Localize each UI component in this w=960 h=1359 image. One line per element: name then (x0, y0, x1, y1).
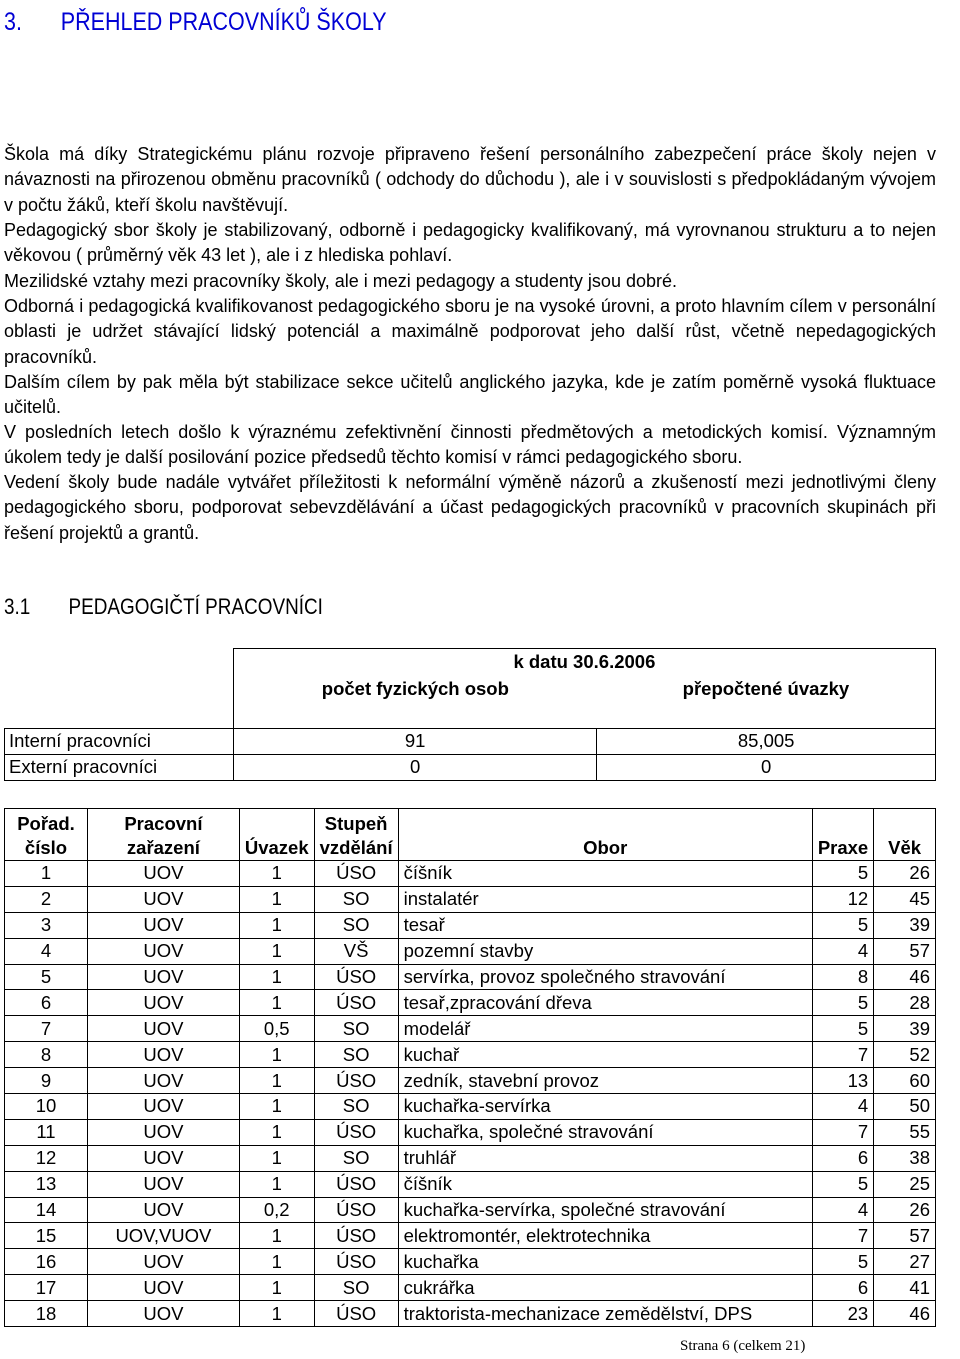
cell-age: 52 (874, 1042, 936, 1068)
summary-spacer (597, 703, 936, 729)
staff-table (4, 808, 936, 1327)
header-education-line1: Stupeň (324, 813, 388, 834)
summary-row-fte: 0 (597, 754, 936, 780)
cell-age: 39 (874, 1016, 936, 1042)
cell-load: 0,5 (239, 1016, 314, 1042)
header-position-line2: zařazení (126, 837, 200, 858)
table-row (5, 990, 936, 1016)
cell-position: UOV (87, 1016, 239, 1042)
cell-field: elektromontér, elektrotechnika (398, 1223, 812, 1249)
cell-practice: 5 (812, 912, 873, 938)
cell-age: 27 (874, 1249, 936, 1275)
table-row (5, 1171, 936, 1197)
summary-date-label: k datu 30.6.2006 (233, 649, 935, 675)
cell-position: UOV (87, 912, 239, 938)
cell-position: UOV (87, 1249, 239, 1275)
cell-age: 46 (874, 964, 936, 990)
cell-load: 1 (239, 1249, 314, 1275)
cell-practice: 6 (812, 1275, 873, 1301)
cell-age: 46 (874, 1301, 936, 1327)
summary-spacer (233, 703, 597, 729)
cell-practice: 5 (812, 1016, 873, 1042)
cell-education: ÚSO (314, 990, 398, 1016)
cell-load: 1 (239, 861, 314, 887)
cell-load: 1 (239, 1042, 314, 1068)
cell-practice: 7 (812, 1119, 873, 1145)
cell-age: 28 (874, 990, 936, 1016)
cell-load: 1 (239, 1094, 314, 1120)
paragraph: Škola má díky Strategickému plánu rozvoje připraveno řešení personálního zabezpečení práce školy nejen v návaznosti na přirozenou obměnu pracovníků ( odchody do důchodu ), ale i v souvislosti s předpokládaným vývojem v počtu žáků, kteří školu navštěvují. (4, 144, 936, 215)
cell-age: 26 (874, 861, 936, 887)
cell-position: UOV (87, 861, 239, 887)
table-row (5, 938, 936, 964)
cell-age: 45 (874, 886, 936, 912)
cell-order: 13 (5, 1171, 88, 1197)
cell-order: 1 (5, 861, 88, 887)
header-education-line2: vzdělání (319, 837, 393, 858)
cell-field: kuchař (398, 1042, 812, 1068)
table-row (5, 1275, 936, 1301)
cell-age: 57 (874, 938, 936, 964)
cell-education: ÚSO (314, 861, 398, 887)
cell-education: SO (314, 1275, 398, 1301)
cell-education: SO (314, 1094, 398, 1120)
cell-age: 60 (874, 1068, 936, 1094)
paragraph: Odborná i pedagogická kvalifikovanost pedagogického sboru je na vysoké úrovni, a proto hlavním cílem v personální oblasti je udržet stávající lidský potenciál a maximálně podporovat jeho další růst, včetně nepedagogických pracovníků. (4, 296, 936, 367)
chapter-number: 3. (4, 8, 22, 36)
summary-table (4, 648, 936, 781)
page-footer: Strana 6 (celkem 21) (680, 1338, 806, 1354)
cell-field: kuchařka (398, 1249, 812, 1275)
cell-field: pozemní stavby (398, 938, 812, 964)
cell-practice: 13 (812, 1068, 873, 1094)
cell-load: 1 (239, 938, 314, 964)
section-number: 3.1 (4, 594, 31, 619)
cell-education: ÚSO (314, 1068, 398, 1094)
paragraph: Vedení školy bude nadále vytvářet příležitosti k neformální výměně názorů a zkušeností mezi jednotlivými členy pedagogického sboru, podporovat sebevzdělávání a účast pedagogických pracovníků v pracovních skupinách při řešení projektů a grantů. (4, 472, 936, 543)
cell-order: 3 (5, 912, 88, 938)
cell-field: číšník (398, 861, 812, 887)
cell-load: 1 (239, 1119, 314, 1145)
summary-empty-corner (5, 649, 234, 729)
cell-field: traktorista-mechanizace zemědělství, DPS (398, 1301, 812, 1327)
cell-load: 1 (239, 886, 314, 912)
cell-order: 14 (5, 1197, 88, 1223)
cell-position: UOV,VUOV (87, 1223, 239, 1249)
table-row (5, 1145, 936, 1171)
header-load: Úvazek (239, 809, 314, 861)
table-row (5, 861, 936, 887)
cell-order: 10 (5, 1094, 88, 1120)
cell-education: ÚSO (314, 964, 398, 990)
summary-col-persons: počet fyzických osob (233, 675, 597, 703)
cell-education: SO (314, 886, 398, 912)
cell-practice: 4 (812, 1197, 873, 1223)
cell-age: 38 (874, 1145, 936, 1171)
table-row (5, 1301, 936, 1327)
cell-age: 26 (874, 1197, 936, 1223)
cell-position: UOV (87, 1275, 239, 1301)
chapter-title: PŘEHLED PRACOVNÍKŮ ŠKOLY (60, 8, 387, 36)
header-order-line1: Pořad. (17, 813, 75, 834)
cell-order: 16 (5, 1249, 88, 1275)
cell-practice: 5 (812, 990, 873, 1016)
cell-field: číšník (398, 1171, 812, 1197)
cell-load: 0,2 (239, 1197, 314, 1223)
cell-position: UOV (87, 1094, 239, 1120)
cell-position: UOV (87, 1042, 239, 1068)
cell-practice: 5 (812, 1171, 873, 1197)
cell-order: 15 (5, 1223, 88, 1249)
cell-education: ÚSO (314, 1249, 398, 1275)
cell-field: kuchařka-servírka (398, 1094, 812, 1120)
cell-field: modelář (398, 1016, 812, 1042)
cell-load: 1 (239, 1301, 314, 1327)
cell-education: VŠ (314, 938, 398, 964)
chapter-heading (4, 8, 387, 37)
cell-field: kuchařka-servírka, společné stravování (398, 1197, 812, 1223)
cell-education: ÚSO (314, 1171, 398, 1197)
header-order-line2: číslo (24, 837, 68, 858)
cell-education: ÚSO (314, 1301, 398, 1327)
cell-load: 1 (239, 1145, 314, 1171)
cell-field: tesař,zpracování dřeva (398, 990, 812, 1016)
cell-education: SO (314, 1016, 398, 1042)
cell-practice: 4 (812, 1094, 873, 1120)
cell-age: 55 (874, 1119, 936, 1145)
paragraph: Dalším cílem by pak měla být stabilizace sekce učitelů anglického jazyka, kde je zatím poměrně vysoká fluktuace učitelů. (4, 372, 936, 418)
cell-load: 1 (239, 1068, 314, 1094)
cell-order: 4 (5, 938, 88, 964)
header-position-line1: Pracovní (124, 813, 203, 834)
summary-row-persons: 91 (233, 728, 597, 754)
cell-field: kuchařka, společné stravování (398, 1119, 812, 1145)
header-practice: Praxe (812, 809, 873, 861)
table-row (5, 1197, 936, 1223)
cell-order: 7 (5, 1016, 88, 1042)
cell-load: 1 (239, 1223, 314, 1249)
table-row (5, 1249, 936, 1275)
cell-position: UOV (87, 1171, 239, 1197)
cell-order: 11 (5, 1119, 88, 1145)
header-field: Obor (398, 809, 812, 861)
table-row (5, 1119, 936, 1145)
header-education (314, 809, 398, 861)
cell-order: 9 (5, 1068, 88, 1094)
cell-practice: 5 (812, 1249, 873, 1275)
cell-position: UOV (87, 1197, 239, 1223)
header-position (87, 809, 239, 861)
cell-age: 25 (874, 1171, 936, 1197)
cell-education: ÚSO (314, 1223, 398, 1249)
cell-education: ÚSO (314, 1197, 398, 1223)
cell-practice: 7 (812, 1042, 873, 1068)
table-row (5, 1042, 936, 1068)
cell-practice: 5 (812, 861, 873, 887)
cell-load: 1 (239, 1171, 314, 1197)
table-row (5, 1068, 936, 1094)
cell-education: ÚSO (314, 1119, 398, 1145)
header-order (5, 809, 88, 861)
cell-field: zedník, stavební provoz (398, 1068, 812, 1094)
cell-order: 12 (5, 1145, 88, 1171)
cell-load: 1 (239, 1275, 314, 1301)
cell-position: UOV (87, 886, 239, 912)
cell-load: 1 (239, 990, 314, 1016)
table-row (5, 912, 936, 938)
cell-order: 8 (5, 1042, 88, 1068)
summary-row-label: Externí pracovníci (5, 754, 234, 780)
cell-field: tesař (398, 912, 812, 938)
table-row (5, 1016, 936, 1042)
cell-practice: 8 (812, 964, 873, 990)
table-row (5, 886, 936, 912)
cell-age: 39 (874, 912, 936, 938)
cell-field: truhlář (398, 1145, 812, 1171)
table-row (5, 964, 936, 990)
summary-row-persons: 0 (233, 754, 597, 780)
cell-load: 1 (239, 912, 314, 938)
cell-age: 50 (874, 1094, 936, 1120)
cell-position: UOV (87, 1068, 239, 1094)
paragraph: Pedagogický sbor školy je stabilizovaný, odborně i pedagogicky kvalifikovaný, má vyrovnanou strukturu a to nejen věkovou ( průměrný věk 43 let ), ale i z hlediska pohlaví. (4, 220, 936, 266)
cell-practice: 4 (812, 938, 873, 964)
cell-order: 5 (5, 964, 88, 990)
cell-order: 6 (5, 990, 88, 1016)
section-heading (4, 594, 323, 620)
cell-order: 2 (5, 886, 88, 912)
header-age: Věk (874, 809, 936, 861)
cell-order: 18 (5, 1301, 88, 1327)
cell-education: SO (314, 912, 398, 938)
cell-field: instalatér (398, 886, 812, 912)
cell-education: SO (314, 1042, 398, 1068)
table-row (5, 1094, 936, 1120)
summary-row-fte: 85,005 (597, 728, 936, 754)
cell-age: 41 (874, 1275, 936, 1301)
cell-practice: 7 (812, 1223, 873, 1249)
section-title: PEDAGOGIČTÍ PRACOVNÍCI (68, 594, 323, 619)
cell-practice: 23 (812, 1301, 873, 1327)
paragraph: Mezilidské vztahy mezi pracovníky školy, ale i mezi pedagogy a studenty jsou dobré. (4, 271, 677, 291)
cell-position: UOV (87, 990, 239, 1016)
cell-age: 57 (874, 1223, 936, 1249)
summary-col-fte: přepočtené úvazky (597, 675, 936, 703)
table-row (5, 1223, 936, 1249)
cell-position: UOV (87, 1145, 239, 1171)
cell-field: servírka, provoz společného stravování (398, 964, 812, 990)
summary-row-label: Interní pracovníci (5, 728, 234, 754)
cell-position: UOV (87, 1301, 239, 1327)
paragraph: V posledních letech došlo k výraznému zefektivnění činnosti předmětových a metodických komisí. Významným úkolem tedy je další posilování pozice předsedů těchto komisí v rámci pedagogického sboru. (4, 422, 936, 468)
cell-position: UOV (87, 964, 239, 990)
cell-position: UOV (87, 1119, 239, 1145)
cell-practice: 12 (812, 886, 873, 912)
cell-position: UOV (87, 938, 239, 964)
cell-education: SO (314, 1145, 398, 1171)
cell-load: 1 (239, 964, 314, 990)
cell-field: cukrářka (398, 1275, 812, 1301)
cell-order: 17 (5, 1275, 88, 1301)
cell-practice: 6 (812, 1145, 873, 1171)
